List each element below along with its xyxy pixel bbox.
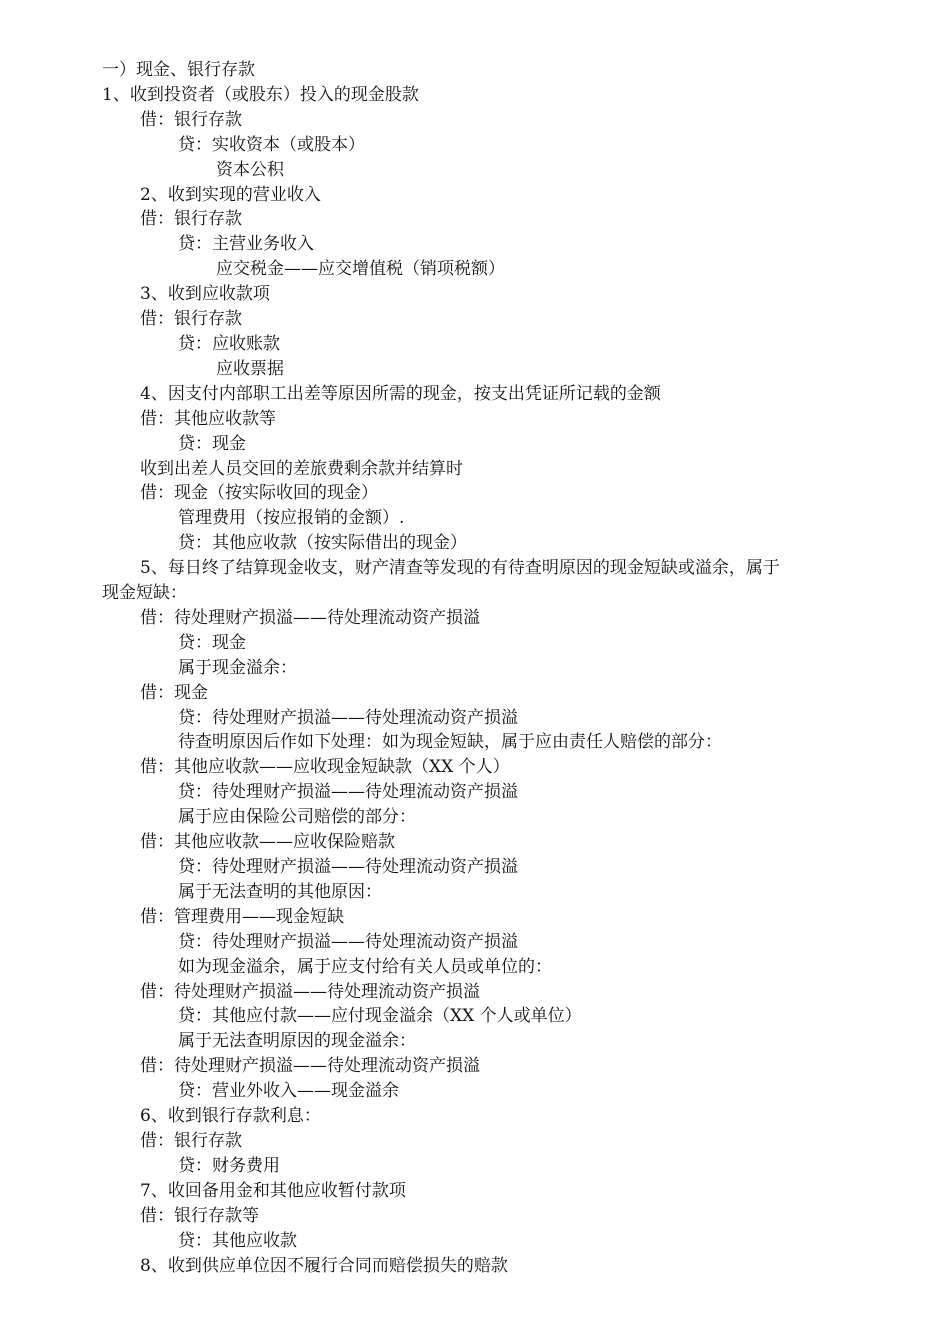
text-line: 借：银行存款 bbox=[140, 309, 242, 330]
text-line: 借：管理费用——现金短缺 bbox=[140, 906, 344, 927]
text-line: 贷：待处理财产损溢——待处理流动资产损溢 bbox=[178, 707, 518, 728]
text-line: 如为现金溢余，属于应支付给有关人员或单位的： bbox=[178, 956, 552, 977]
text-line: 贷：其他应收款 bbox=[178, 1230, 297, 1251]
text-line: 一）现金、银行存款 bbox=[102, 60, 255, 80]
text-line: 贷：现金 bbox=[178, 433, 246, 454]
text-line: 属于应由保险公司赔偿的部分： bbox=[178, 807, 416, 828]
text-line: 借：现金（按实际收回的现金） bbox=[140, 483, 378, 504]
text-line: 7、收回备用金和其他应收暂付款项 bbox=[140, 1180, 406, 1201]
text-line: 借：银行存款等 bbox=[140, 1205, 259, 1226]
text-line: 贷：实收资本（或股本） bbox=[178, 134, 365, 155]
text-line: 5、每日终了结算现金收支，财产清查等发现的有待查明原因的现金短缺或溢余，属于 bbox=[140, 558, 780, 579]
text-line: 借：待处理财产损溢——待处理流动资产损溢 bbox=[140, 981, 480, 1002]
text-line: 贷：待处理财产损溢——待处理流动资产损溢 bbox=[178, 782, 518, 803]
text-line: 待查明原因后作如下处理：如为现金短缺，属于应由责任人赔偿的部分： bbox=[178, 732, 722, 753]
text-line: 借：银行存款 bbox=[140, 1130, 242, 1151]
text-line: 应交税金——应交增值税（销项税额） bbox=[216, 259, 505, 280]
text-line: 2、收到实现的营业收入 bbox=[140, 184, 321, 205]
text-line: 现金短缺： bbox=[102, 583, 187, 604]
text-line: 贷：其他应收款（按实际借出的现金） bbox=[178, 533, 467, 554]
text-line: 借：待处理财产损溢——待处理流动资产损溢 bbox=[140, 1056, 480, 1077]
text-line: 借：其他应收款等 bbox=[140, 408, 276, 429]
text-line: 借：其他应收款——应收保险赔款 bbox=[140, 832, 395, 853]
text-line: 资本公积 bbox=[216, 159, 284, 180]
text-line: 借：银行存款 bbox=[140, 109, 242, 130]
text-line: 贷：财务费用 bbox=[178, 1155, 280, 1176]
text-line: 贷：营业外收入——现金溢余 bbox=[178, 1081, 399, 1102]
text-line: 属于现金溢余： bbox=[178, 657, 297, 678]
text-line: 借：银行存款 bbox=[140, 209, 242, 230]
text-line: 8、收到供应单位因不履行合同而赔偿损失的赔款 bbox=[140, 1255, 508, 1276]
text-line: 贷：主营业务收入 bbox=[178, 234, 314, 255]
document-body bbox=[102, 58, 864, 1278]
text-line: 贷：应收账款 bbox=[178, 333, 280, 354]
text-line: 贷：待处理财产损溢——待处理流动资产损溢 bbox=[178, 857, 518, 877]
text-line: 借：其他应收款——应收现金短缺款（XX 个人） bbox=[140, 757, 510, 778]
text-line: 4、因支付内部职工出差等原因所需的现金，按支出凭证所记载的金额 bbox=[140, 383, 661, 404]
text-line: 贷：其他应付款——应付现金溢余（XX 个人或单位） bbox=[178, 1006, 582, 1027]
text-line: 1、收到投资者（或股东）投入的现金股款 bbox=[102, 84, 419, 105]
text-line: 收到出差人员交回的差旅费剩余款并结算时 bbox=[140, 458, 463, 479]
text-line: 属于无法查明的其他原因： bbox=[178, 881, 382, 902]
text-line: 借：现金 bbox=[140, 682, 208, 703]
text-line: 3、收到应收款项 bbox=[140, 284, 270, 305]
text-line: 贷：待处理财产损溢——待处理流动资产损溢 bbox=[178, 931, 518, 952]
text-line: 借：待处理财产损溢——待处理流动资产损溢 bbox=[140, 607, 480, 628]
text-line: 6、收到银行存款利息： bbox=[140, 1106, 321, 1127]
text-line: 管理费用（按应报销的金额）. bbox=[178, 508, 405, 529]
text-line: 应收票据 bbox=[216, 358, 284, 379]
text-line: 贷：现金 bbox=[178, 632, 246, 653]
text-line: 属于无法查明原因的现金溢余： bbox=[178, 1031, 416, 1052]
